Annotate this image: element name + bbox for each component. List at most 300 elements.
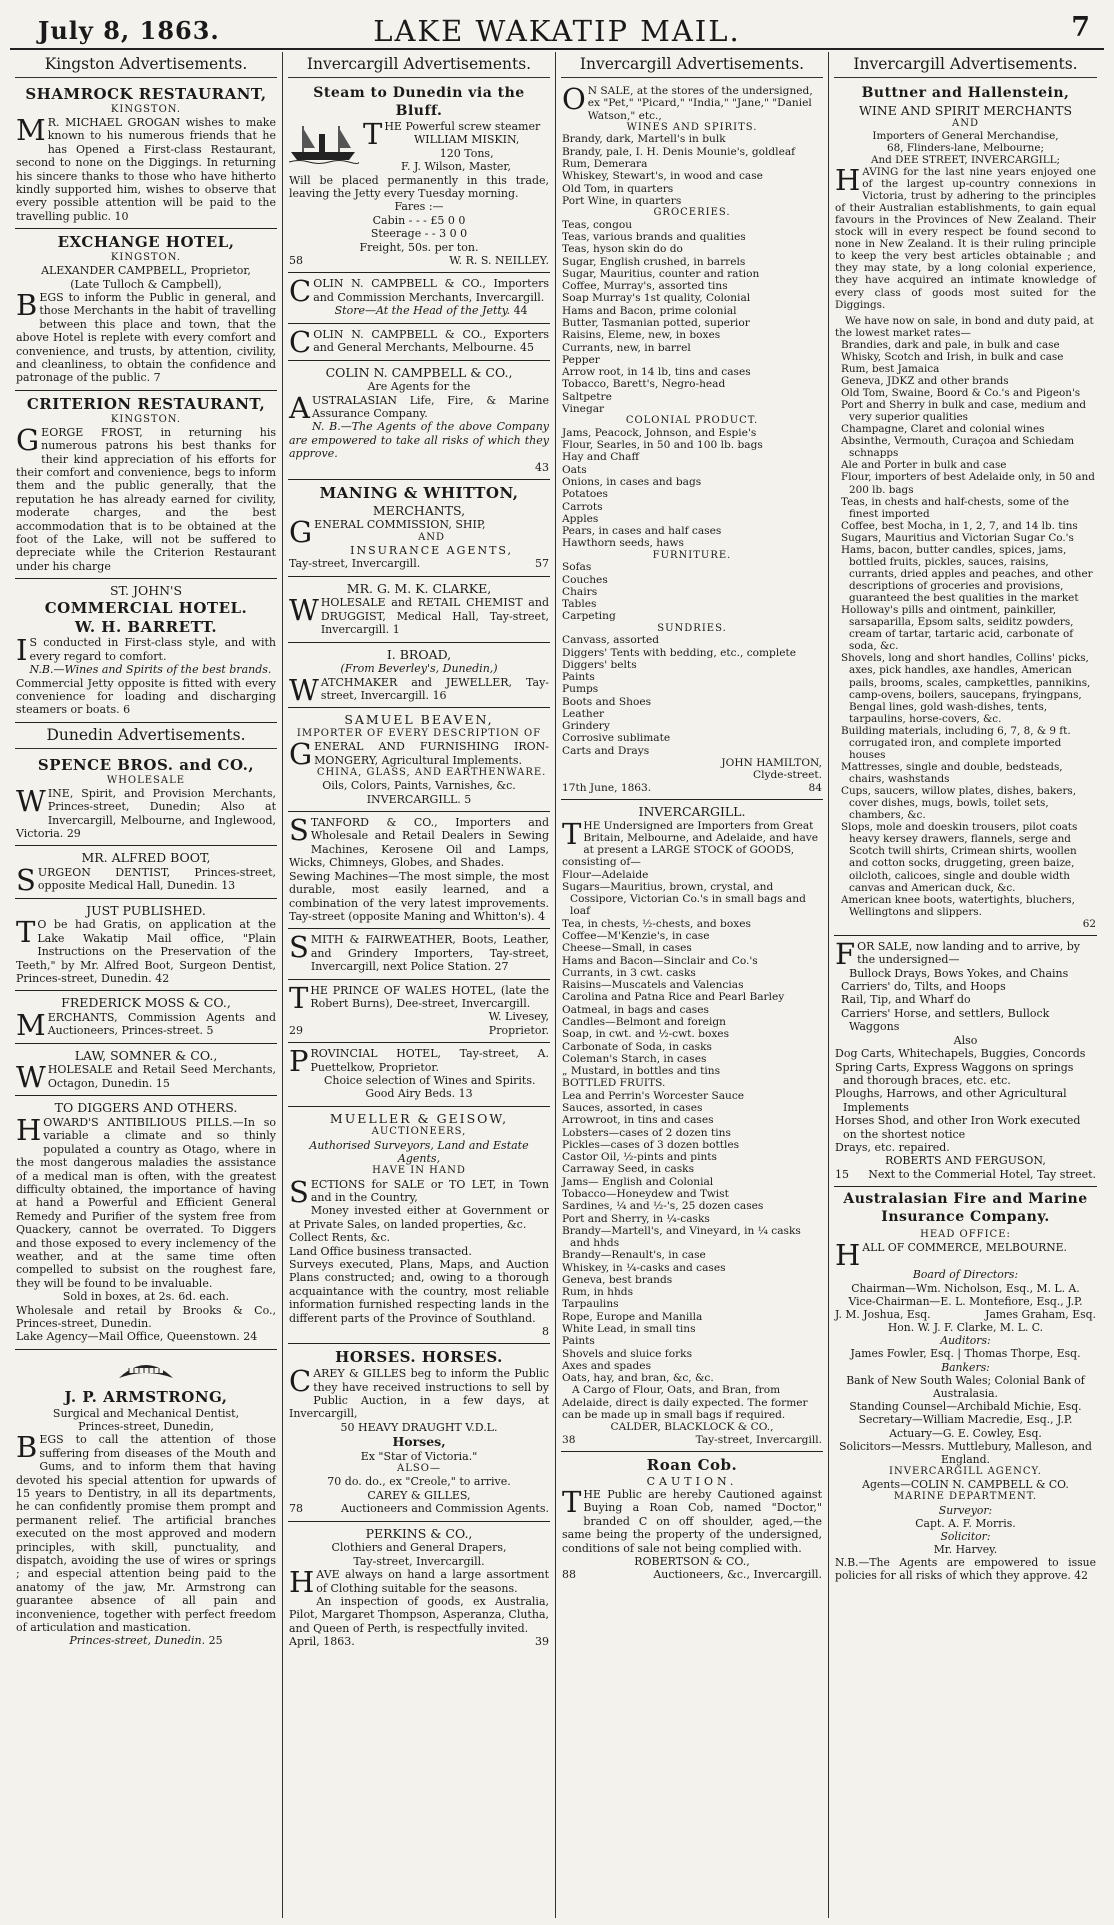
ad-body: HE Powerful screw steamer — [384, 120, 541, 133]
list-item: Sauces, assorted, in cases — [562, 1101, 703, 1114]
drop-cap: G — [289, 737, 313, 772]
list-item: Pumps — [562, 683, 599, 696]
list-item: Brandy—Renault's, in case — [562, 1249, 706, 1262]
ad-number: 62 — [1082, 917, 1096, 930]
ad-broad-watchmaker — [288, 643, 550, 709]
list-item: Shovels, long and short handles, Collins' picks, axes, pick handles, axe handles, American pails, brooms, scales, campkettles, pannikins, camp-ovens, boilers, saucepans, fryingpans, Bengal lines, gold wash-dishes, tents, tarpaulins, horse-covers, &c. — [841, 652, 1091, 725]
newspaper-title: LAKE WAKATIP MAIL. — [373, 14, 741, 48]
ad-body: EGS to call the attention of those suffering from diseases of the Mouth and Gums, and to inform them that having devoted his special attention for upwards of 15 years to Dentistry, in all its departments, he can confidently promise them prompt and permanent relief. The artificial branches executed on the most approved and modern principles, with skill, punctuality, and dispatch, avoiding the use of wires or springs ; and especial attention being paid to the anatomy of the jaw, Mr. Armstrong can guarantee absence of all pain and inconvenience, together with perfect freedom of articulation and mastication. — [16, 1433, 276, 1635]
ad-line: Agents—COLIN N. CAMPBELL & CO. — [862, 1478, 1069, 1492]
ad-subtitle: WHOLESALE — [106, 774, 186, 786]
list-item: Whiskey, Stewart's, in wood and case — [562, 170, 763, 183]
ad-number: 29 — [66, 826, 81, 840]
list-item: Spring Carts, Express Waggons on springs and thorough braces, etc. etc. — [835, 1060, 1074, 1087]
ad-body: Oils, Colors, Paints, Varnishes, &c. — [322, 779, 516, 793]
ad-subtitle: Importers of General Merchandise, — [872, 129, 1059, 142]
drop-cap: M — [16, 112, 46, 147]
ad-firm: ROBERTSON & CO., — [634, 1555, 750, 1569]
ad-number: 88 — [562, 1568, 576, 1582]
list-item: „ Mustard, in bottles and tins — [562, 1065, 721, 1078]
column-heading: Invercargill Advertisements. — [561, 52, 823, 78]
ad-title: Roan Cob. — [646, 1455, 738, 1474]
list-item: Carriers' Horse, and settlers, Bullock Waggons — [841, 1006, 1050, 1034]
ad-number: 13 — [458, 1087, 473, 1101]
list-item: Carriers' do, Tilts, and Hoops — [841, 980, 1006, 994]
page-number: 7 — [1071, 12, 1090, 43]
list-item: Tea, in chests, ½-chests, and boxes — [562, 917, 751, 930]
list-item: Sugar, English crushed, in barrels — [562, 255, 746, 268]
ad-title: J. P. ARMSTRONG, — [64, 1387, 228, 1406]
list-item: Axes and spades — [562, 1359, 652, 1372]
ad-title: SPENCE BROS. and CO., — [37, 755, 255, 774]
ad-number: 5 — [206, 1024, 214, 1038]
list-item: Carbonate of Soda, in casks — [562, 1040, 712, 1053]
list-item: Carraway Seed, in casks — [562, 1163, 695, 1176]
ad-number: 78 — [289, 1502, 303, 1516]
column-invercargill-2 — [556, 52, 829, 1918]
ad-title: MUELLER & GEISOW, — [329, 1110, 509, 1126]
ad-body: HOLESALE and Retail Seed Merchants, Octagon, Dunedin. — [47, 1063, 276, 1090]
ad-subtitle: Are Agents for the — [367, 380, 471, 394]
ad-line: James Graham, Esq. — [985, 1307, 1096, 1321]
list-item: Brandy, dark, Martell's in bulk — [562, 133, 726, 146]
ad-title: FREDERICK MOSS & CO., — [61, 995, 231, 1011]
list-item: Paints — [562, 1335, 595, 1348]
ad-address: INVERCARGILL. — [366, 792, 461, 806]
ad-body: URGEON DENTIST, Princes-street, opposite Medical Hall, Dunedin. — [37, 865, 276, 893]
list-item: Flour, importers of best Adelaide only, in 50 and 200 lb. bags — [841, 471, 1095, 496]
ad-title: HORSES. HORSES. — [335, 1348, 503, 1367]
ad-line: Standing Counsel—Archibald Michie, Esq. — [849, 1400, 1082, 1414]
ad-line: Chairman—Wm. Nicholson, Esq., M. L. A. — [851, 1281, 1080, 1295]
ship-tonnage: 120 Tons, — [439, 146, 494, 160]
list-item: Teas, various brands and qualities — [562, 231, 746, 243]
ad-role: Proprietor. — [488, 1023, 549, 1037]
ad-roberts-ferguson — [834, 936, 1097, 1187]
ad-howards-pills — [15, 1096, 277, 1350]
ad-body: AVING for the last nine years enjoyed one of the largest up-country connexions in Victoria, trust by adhering to the principles of their Australian establishments, to gain equal favours in the Provinces of New Zealand. Their stock will in every respect be found second to none in New Zealand. It is their ruling principle to keep the very best articles obtainable ; and they may state, by a long colonial experience, they have acquired an intimate knowledge of every class of goods most suited for the Diggings. — [835, 165, 1096, 311]
list-item: Rum, Demerara — [562, 158, 648, 170]
list-item: Diggers' belts — [562, 658, 637, 671]
ad-section: Solicitor: — [940, 1529, 991, 1543]
list-item: Paints — [562, 671, 595, 684]
vehicles-list — [835, 1047, 1096, 1154]
ad-line: Secretary—William Macredie, Esq., J.P. — [858, 1413, 1073, 1427]
list-item: Tobacco, Barett's, Negro-head — [562, 378, 726, 391]
drop-cap: G — [289, 515, 313, 550]
ad-address: Princes-street, Dunedin. — [69, 1634, 206, 1648]
ad-number: 1 — [392, 623, 400, 637]
drop-cap: P — [289, 1044, 309, 1079]
ad-body: ATCHMAKER and JEWELLER, Tay-street, Invercargill. — [320, 675, 549, 703]
ad-subtitle: AUCTIONEERS, — [371, 1126, 467, 1138]
list-item: Bullock Drays, Bows Yokes, and Chains — [849, 966, 1069, 980]
list-item: Cups, saucers, willow plates, dishes, bakers, cover dishes, mugs, bowls, toilet sets, chambers, &c. — [841, 785, 1077, 822]
list-item: Soap, in cwt. and ½-cwt. boxes — [562, 1028, 730, 1041]
ad-number: 44 — [513, 304, 528, 318]
ad-line: 50 HEAVY DRAUGHT V.D.L. — [340, 1420, 498, 1434]
ad-body: Will be placed permanently in this trade, leaving the Jetty every Tuesday morning. — [289, 173, 549, 201]
list-item: White Lead, in small tins — [562, 1323, 696, 1336]
list-item: Lea and Perrin's Worcester Sauce — [562, 1089, 745, 1102]
ad-body: ALL OF COMMERCE, MELBOURNE. — [862, 1241, 1067, 1255]
list-item: Port and Sherry, in ¼-casks — [562, 1212, 710, 1225]
ad-signature: JOHN HAMILTON, — [721, 757, 822, 770]
list-item: Jams— English and Colonial — [562, 1175, 714, 1188]
ad-subtitle: KINGSTON. — [110, 103, 182, 115]
list-item: Sugar, Mauritius, counter and ration — [562, 267, 760, 280]
drop-cap: C — [289, 324, 312, 359]
ad-line: 70 do. do., ex "Creole," to arrive. — [327, 1475, 511, 1489]
ad-subtitle: HAVE IN HAND — [372, 1165, 466, 1177]
ad-john-hamilton — [561, 81, 823, 800]
drop-cap: F — [835, 936, 856, 971]
ad-subtitle: Authorised Surveyors, Land and Estate Agents, — [309, 1138, 529, 1165]
ad-subtitle: CHINA, GLASS, AND EARTHENWARE. — [316, 767, 547, 779]
ad-title: Australasian Fire and Marine Insurance Company. — [843, 1191, 1088, 1225]
ad-body: OLIN N. CAMPBELL & CO., Exporters and General Merchants, Melbourne. — [313, 327, 549, 355]
list-item: Butter, Tasmanian potted, superior — [562, 316, 750, 329]
drop-cap: W — [289, 672, 319, 707]
ad-note: N.B.—Wines and Spirits of the best brands. — [29, 663, 272, 677]
ad-body: Commercial Jetty opposite is fitted with every convenience for loading and discharging steamers or boats. — [16, 676, 276, 717]
list-item: Brandy, pale, I. H. Denis Mounie's, goldleaf — [562, 145, 796, 158]
ad-title: Steam to Dunedin via the Bluff. — [313, 85, 525, 119]
list-item: Flour, Searles, in 50 and 100 lb. bags — [562, 439, 763, 452]
ad-campbell-exporters — [288, 324, 550, 361]
list-item: Pears, in cases and half cases — [562, 525, 722, 538]
ad-criterion-restaurant — [15, 391, 277, 579]
ad-title: MR. G. M. K. CLARKE, — [346, 580, 492, 596]
list-item: Building materials, including 6, 7, 8, & 9 ft. corrugated iron, and complete imported houses — [841, 724, 1071, 761]
goods-list — [562, 869, 822, 1385]
list-item: Pepper — [562, 353, 600, 366]
ad-body: ENERAL AND FURNISHING IRON-MONGERY, Agricultural Implements. — [314, 740, 549, 767]
list-item: Hams and Bacon, prime colonial — [562, 304, 737, 317]
list-item: Whisky, Scotch and Irish, in bulk and case — [841, 350, 1064, 363]
list-item: Soap Murray's 1st quality, Colonial — [562, 292, 751, 305]
list-item: Leather — [562, 707, 605, 720]
ad-roan-cob — [561, 1452, 823, 1587]
drop-cap: A — [289, 390, 310, 425]
ad-line: James Fowler, Esq. — [850, 1347, 954, 1361]
list-item: Currants, new, in barrel — [562, 341, 691, 354]
ad-number: 5 — [464, 792, 472, 806]
drop-cap: S — [289, 813, 309, 848]
furniture-list — [562, 561, 822, 622]
ad-title: Buttner and Hallenstein, — [861, 85, 1070, 101]
ad-line: Solicitors—Messrs. Muttlebury, Malleson, and England. — [839, 1439, 1092, 1466]
ad-line: J. M. Joshua, Esq. — [835, 1307, 931, 1321]
wines-list — [562, 133, 822, 207]
list-item: American knee boots, watertights, bluchers, Wellingtons and slippers. — [841, 893, 1075, 918]
ad-number: 84 — [808, 781, 822, 794]
list-item: Potatoes — [562, 488, 608, 501]
list-item: Currants, in 3 cwt. casks — [562, 966, 696, 979]
ad-number: 7 — [153, 371, 161, 385]
ad-subtitle: Also — [953, 1033, 978, 1047]
ad-just-published — [15, 899, 277, 992]
list-item: Carpeting — [562, 610, 616, 623]
drop-cap: C — [289, 1364, 312, 1399]
ad-title: COLIN N. CAMPBELL & CO., — [325, 364, 513, 380]
ad-body: HE Undersigned are Importers from Great Britain, Melbourne, and Adelaide, and have at present a LARGE STOCK of GOODS, consisting of— — [562, 819, 819, 869]
denture-illustration — [115, 1358, 177, 1384]
ad-proprietor: W. H. BARRETT. — [74, 617, 218, 636]
colonial-list — [562, 427, 822, 550]
drop-cap: W — [289, 593, 319, 628]
ad-number: 8 — [542, 1325, 549, 1339]
ad-role: Auctioneers and Commission Agents. — [340, 1502, 549, 1516]
ad-body: OWARD'S ANTIBILIOUS PILLS.—In so variable a climate and so thinly populated a country as Otago, where in the most dangerous maladies the assistance of a medical man is often, with the greatest difficulty obtained, the importance of having at hand a Powerful and Efficient General Remedy and Purifier of the system free from Quackery, cannot be overrated. To Diggers and those exposed to every inclemency of the weather, and at the same time often compelled to subsist on the roughest fare, they will be found to be invaluable. — [16, 1115, 276, 1290]
ad-address: Clyde-street. — [752, 769, 822, 782]
ad-title: SAMUEL BEAVEN, — [344, 712, 494, 728]
ad-address: Tay-street, Invercargill. — [695, 1433, 822, 1446]
ad-body: Surveys executed, Plans, Maps, and Auction Plans constructed; and, owing to a thorough acquaintance with the country, most reliable information furnished respecting lands in the different parts of the Province of Southland. — [289, 1258, 549, 1325]
columns — [10, 52, 1104, 1918]
ad-number: 13 — [221, 879, 236, 893]
ad-prince-of-wales-hotel — [288, 980, 550, 1044]
list-item: Sofas — [562, 561, 592, 574]
ad-stanford — [288, 812, 550, 929]
list-item: Mattresses, single and double, bedsteads, chairs, washstands — [841, 760, 1063, 786]
ad-proprietor: ALEXANDER CAMPBELL, Proprietor, — [41, 264, 251, 278]
ad-section: INVERCARGILL AGENCY. — [889, 1466, 1042, 1478]
list-item: Apples — [562, 512, 599, 525]
ad-line: ALSO— — [397, 1463, 441, 1475]
list-item: Oats, hay, and bran, &c, &c. — [562, 1372, 714, 1385]
ad-body: ENERAL COMMISSION, SHIP, — [314, 518, 486, 532]
list-item: Rum, in hhds — [562, 1286, 634, 1299]
column-kingston-dunedin — [10, 52, 283, 1918]
ad-body: OLIN N. CAMPBELL & CO., Importers and Commission Merchants, Invercargill. — [313, 277, 549, 304]
ad-subtitle: INSURANCE AGENTS, — [350, 543, 514, 557]
list-item: Brandies, dark and pale, in bulk and case — [841, 338, 1060, 351]
ad-number: 43 — [535, 460, 549, 474]
list-item: Coffee, best Mocha, in 1, 2, 7, and 14 lb. tins — [841, 519, 1078, 532]
ad-spence-bros — [15, 752, 277, 847]
ad-number: 15 — [155, 1076, 170, 1090]
column-heading: Dunedin Advertisements. — [15, 723, 277, 749]
list-item: Geneva, best brands — [562, 1273, 673, 1286]
list-item: Carolina and Patna Rice and Pearl Barley — [562, 991, 785, 1004]
list-item: Tarpaulins — [562, 1298, 619, 1311]
column-heading: Invercargill Advertisements. — [834, 52, 1097, 78]
ad-body: R. MICHAEL GROGAN wishes to make known to his numerous friends that he has Opened a First-class Restaurant, second to none on the Diggings. In returning his sincere thanks to those who have hitherto kindly supported him, wishes to observe that every possible attention will be paid to the travelling public. — [16, 115, 276, 223]
ad-body: INE, Spirit, and Provision Merchants, Princes-street, Dunedin; Also at Invercargill, Melbourne, and Inglewood, Victoria. — [16, 786, 276, 840]
ad-body: A Cargo of Flour, Oats, and Bran, from Adelaide, direct is daily expected. The former can be made up in small bags if required. — [562, 1384, 808, 1421]
drop-cap: I — [16, 633, 28, 668]
drop-cap: C — [289, 274, 312, 309]
list-item: Corrosive sublimate — [562, 732, 671, 745]
ad-subtitle: AND — [952, 118, 979, 130]
list-item: Old Tom, Swaine, Boord & Co.'s and Pigeon's — [841, 387, 1081, 400]
ad-line: Capt. A. F. Morris. — [915, 1516, 1016, 1530]
list-item: Whiskey, in ¼-casks and cases — [562, 1261, 726, 1274]
ad-body: N SALE, at the stores of the undersigned, ex "Pet," "Picard," "India," "Jane," "Daniel Watson," etc., — [587, 85, 813, 122]
ad-firm: CAREY & GILLES, — [367, 1488, 471, 1502]
ad-number: 25 — [208, 1634, 223, 1648]
ad-title: MANING & WHITTON, — [319, 483, 519, 502]
ad-line: Land Office business transacted. — [289, 1244, 472, 1258]
ad-alfred-boot — [15, 846, 277, 898]
list-item: Tables — [562, 598, 597, 611]
ad-section: Bankers: — [941, 1360, 990, 1374]
ad-body: EGS to inform the Public in general, and those Merchants in the habit of travelling between this place and town, that the above Hotel is replete with every comfort and convenience, and trusts, by attention, civility, and cleanliness, to obtain the confidence and patronage of the public. — [16, 290, 276, 385]
list-item: Brandy—Martell's, and Vineyard, in ¼ casks and hhds — [562, 1224, 801, 1250]
drop-cap: T — [289, 980, 309, 1015]
list-item: Rail, Tip, and Wharf do — [841, 993, 971, 1007]
ad-body: Good Airy Beds. — [365, 1087, 456, 1101]
list-item: Ale and Porter in bulk and case — [841, 459, 1007, 472]
ad-title: SHAMROCK RESTAURANT, — [25, 85, 267, 103]
ad-seller: Wholesale and retail by Brooks & Co., Princes-street, Dunedin. — [16, 1303, 276, 1330]
list-item: Coleman's Starch, in cases — [562, 1052, 707, 1065]
drop-cap: T — [363, 117, 383, 151]
ad-firm: ROBERTS AND FERGUSON, — [885, 1154, 1046, 1168]
drop-cap: T — [562, 816, 582, 851]
fares-label: Fares :— — [394, 200, 444, 214]
ad-agency: Lake Agency—Mail Office, Queenstown. — [16, 1330, 240, 1344]
section-heading: FURNITURE. — [652, 549, 732, 561]
list-item: Coffee, Murray's, assorted tins — [562, 280, 728, 293]
ad-section: Surveyor: — [938, 1503, 993, 1517]
ad-number: 58 — [289, 254, 303, 268]
list-item: Coffee—M'Kenzie's, in case — [562, 930, 710, 943]
ad-address: 68, Flinders-lane, Melbourne; — [887, 141, 1044, 154]
ad-title: MR. ALFRED BOOT, — [81, 850, 211, 866]
list-item: Couches — [562, 573, 608, 586]
ad-body: An inspection of goods, ex Australia, Pilot, Margaret Thompson, Asperanza, Clutha, and Queen of Perth, is respectfully invited. — [289, 1594, 549, 1635]
list-item: Teas, hyson skin do do — [562, 243, 683, 256]
ad-calder-blacklock — [561, 800, 823, 1452]
list-item: Rope, Europe and Manilla — [562, 1310, 703, 1323]
ad-body: Sewing Machines—The most simple, the most durable, most easily learned, and a combination of the very latest improvements. Tay-street (opposite Maning and Whitton's). — [289, 869, 549, 923]
ad-line: Bank of New South Wales; Colonial Bank of Australasia. — [846, 1373, 1085, 1400]
drop-cap: B — [16, 287, 38, 322]
list-item: Chairs — [562, 585, 598, 598]
ad-role: Auctioneers, &c., Invercargill. — [653, 1568, 822, 1582]
ad-number: 57 — [535, 557, 549, 571]
list-item: Slops, mole and doeskin trousers, pilot coats heavy kersey drawers, flannels, serge and Scotch twill shirts, Crimean shirts, woollen and cotton socks, druggeting, green baize, oilcloth, calicoes, single and double width canvas and American duck, &c. — [841, 821, 1078, 894]
ad-smith-fairweather — [288, 929, 550, 979]
list-item: Old Tom, in quarters — [562, 182, 674, 195]
ad-campbell-importers — [288, 273, 550, 323]
ad-steam-to-dunedin — [288, 81, 550, 273]
list-item: Pickles—cases of 3 dozen bottles — [562, 1138, 740, 1151]
list-item: BOTTLED FRUITS. — [562, 1077, 666, 1090]
list-item: Sugars—Mauritius, brown, crystal, and Cossipore, Victorian Co.'s in small bags and loaf — [562, 880, 806, 918]
drop-cap: B — [16, 1430, 38, 1465]
ad-title-main: COMMERCIAL HOTEL. — [44, 598, 248, 617]
drop-cap: S — [289, 1174, 309, 1209]
list-item: Candles—Belmont and foreign — [562, 1016, 726, 1028]
ad-buttner-hallenstein — [834, 81, 1097, 936]
drop-cap: W — [16, 1060, 46, 1095]
list-item: Port and Sherry in bulk and case, medium and very superior qualities — [841, 399, 1087, 424]
list-item: Drays, etc. repaired. — [835, 1140, 950, 1154]
ad-address: Store—At the Head of the Jetty. — [334, 304, 511, 318]
section-heading: GROCERIES. — [653, 207, 731, 219]
ad-number: 29 — [289, 1023, 303, 1037]
ad-title: EXCHANGE HOTEL, — [57, 233, 235, 252]
list-item: Holloway's pills and ointment, painkiller, sarsaparilla, Epsom salts, seiditz powders, cream of tartar, tartaric acid, carbonate of soda, &c. — [841, 604, 1074, 653]
ad-subtitle: Clothiers and General Drapers, — [331, 1541, 507, 1555]
ad-frederick-moss — [15, 991, 277, 1043]
list-item: Raisins, Eleme, new, in boxes — [562, 329, 721, 342]
ad-title: PERKINS & CO., — [365, 1525, 473, 1541]
list-item: Shovels and sluice forks — [562, 1347, 693, 1360]
ad-australasian-insurance: Australasian Fire and Marine Insurance Company. HEAD OFFICE: HALL OF COMMERCE, MELBOURNE. Board of Directors: Chairman—Wm. Nicholson, Esq., M. L. A. Vice-Chairman—E. L. Montefiore, Esq., J.P. J. M. Joshua, Esq. James Graham, Esq. Hon. W. J. F. Clarke, M. L. C. Auditors: James Fowler, Esq. | Thomas Thorpe, Esq. Bankers: Bank of New South Wales; Colonial Bank of Australasia. Standing Counsel—Archibald Michie, Esq. Secretary—William Macredie, Esq., J.P. Actuary—G. E. Cowley, Esq. Solicitors—Messrs. Muttlebury, Malleson, and England. INVERCARGILL AGENCY. Agents—COLIN N. CAMPBELL & CO. MARINE DEPARTMENT. Surveyor: Capt. A. F. Morris. Solicitor: Mr. Harvey. N.B.—The Agents are empowered to issue policies for all risks of which they approve. 42 — [835, 1191, 1096, 1583]
ad-body: AVE always on hand a large assortment of Clothing suitable for the seasons. — [316, 1568, 549, 1595]
ad-number: 15 — [835, 1167, 849, 1181]
ad-subtitle: Surgical and Mechanical Dentist, — [52, 1406, 240, 1420]
fare-steerage: Steerage - - 3 0 0 — [370, 227, 468, 241]
ad-perkins — [288, 1522, 550, 1654]
drop-cap: S — [289, 930, 309, 965]
ad-proprietor: W. Livesey, — [488, 1010, 549, 1024]
ad-address: Tay-street, Invercargill. — [289, 557, 421, 571]
list-item: Dog Carts, Whitechapels, Buggies, Concords — [835, 1047, 1086, 1061]
sundries-list — [562, 634, 822, 757]
drop-cap: S — [16, 862, 36, 897]
ad-subtitle: MERCHANTS, — [372, 502, 466, 518]
ad-armstrong-dentist — [15, 1350, 277, 1653]
ad-number: 42 — [155, 972, 170, 985]
ad-number: 45 — [519, 341, 534, 355]
ad-section: MARINE DEPARTMENT. — [893, 1491, 1038, 1503]
ad-body: ERCHANTS, Commission Agents and Auctioneers, Princes-street. — [47, 1011, 276, 1038]
ad-title: LAW, SOMNER & CO., — [74, 1047, 218, 1063]
ad-number: 38 — [562, 1433, 576, 1446]
list-item: Jams, Peacock, Johnson, and Espie's — [562, 426, 757, 439]
ad-section: Auditors: — [940, 1334, 991, 1348]
ad-date: 17th June, 1863. — [562, 781, 652, 794]
ad-body: Choice selection of Wines and Spirits. — [324, 1073, 536, 1087]
ad-body: OR SALE, now landing and to arrive, by the undersigned— — [857, 939, 1080, 967]
vehicles-list — [835, 967, 1096, 1034]
ad-body: AREY & GILLES beg to inform the Public they have received instructions to sell by Public Auction, in a few days, at Invercargill, — [289, 1367, 549, 1421]
list-item: Teas, congou — [562, 218, 633, 231]
ad-number: 6 — [123, 703, 131, 717]
masthead — [10, 8, 1104, 50]
ad-body: HE PRINCE OF WALES HOTEL, (late the Robert Burns), Dee-street, Invercargill. — [310, 983, 549, 1010]
column-invercargill-1 — [283, 52, 556, 1918]
list-item: Oats — [562, 463, 587, 476]
list-item: Port Wine, in quarters — [562, 194, 682, 207]
ad-number: 39 — [535, 1635, 549, 1649]
ad-title: JUST PUBLISHED. — [86, 902, 206, 918]
ad-law-somner — [15, 1044, 277, 1096]
drop-cap: T — [16, 915, 36, 950]
column-invercargill-3 — [829, 52, 1102, 1918]
ad-line: Collect Rents, &c. — [289, 1231, 391, 1245]
ad-commercial-hotel — [15, 579, 277, 723]
ad-price: Sold in boxes, at 2s. 6d. each. — [62, 1290, 230, 1304]
list-item: Tobacco—Honeydew and Twist — [562, 1187, 729, 1200]
ad-campbell-agents — [288, 361, 550, 480]
list-item: Sugars, Mauritius and Victorian Sugar Co.'s — [841, 531, 1074, 544]
ad-subtitle: KINGSTON. — [110, 413, 182, 425]
ad-line: Ex "Star of Victoria." — [360, 1449, 478, 1463]
ad-line: Vice-Chairman—E. L. Montefiore, Esq., J.P. — [848, 1294, 1083, 1308]
ad-clarke-chemist — [288, 577, 550, 643]
ad-number: 27 — [494, 960, 509, 974]
column-heading: Kingston Advertisements. — [15, 52, 277, 78]
ad-title: CRITERION RESTAURANT, — [26, 394, 266, 413]
ad-firm: CALDER, BLACKLOCK & CO., — [610, 1421, 774, 1434]
drop-cap: H — [289, 1565, 315, 1600]
